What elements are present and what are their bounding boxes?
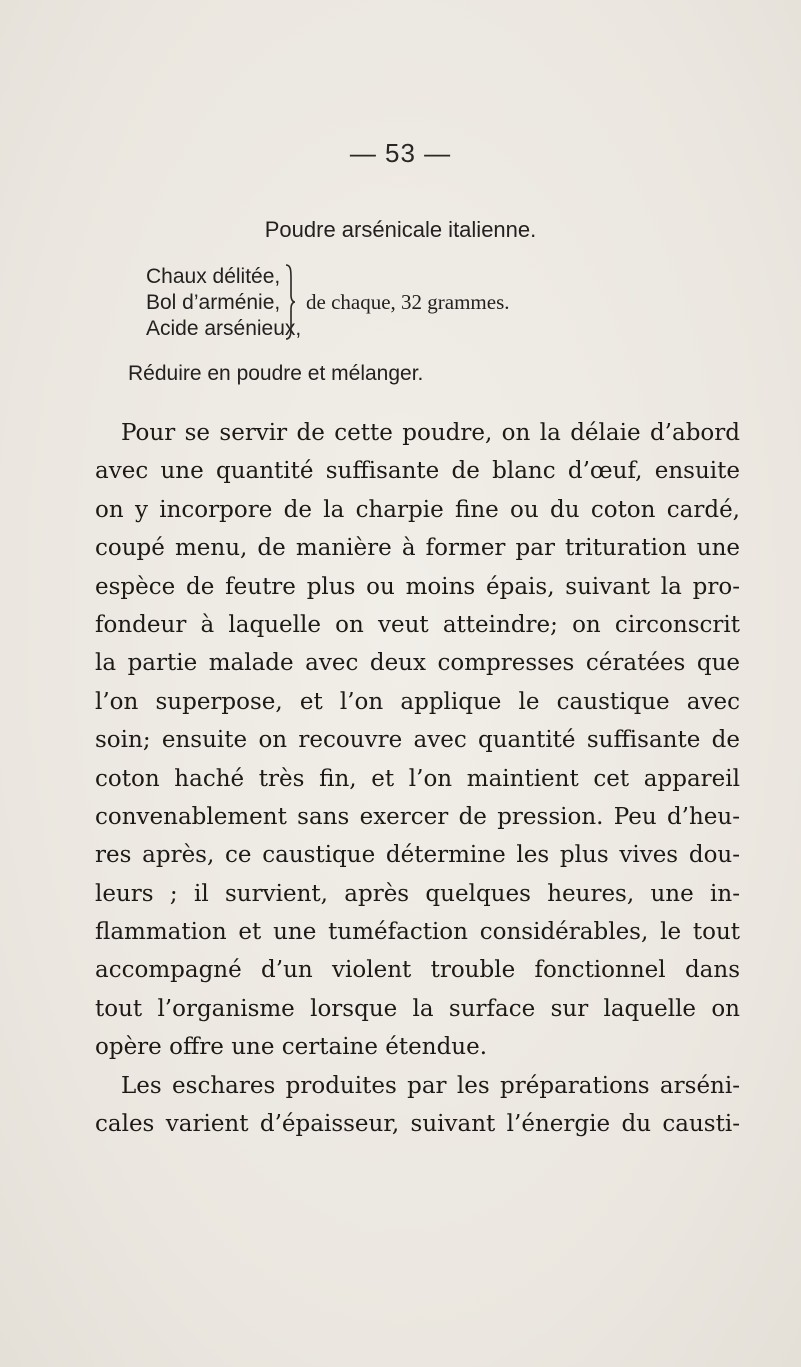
body-line: convenablement sans exercer de pression. Peu d’heu- bbox=[95, 803, 740, 830]
body-line: accompagné d’un violent trouble fonctionnel dans bbox=[95, 957, 740, 984]
body-line: cales varient d’épaisseur, suivant l’énergie du causti- bbox=[95, 1111, 740, 1138]
body-line: avec une quantité suffisante de blanc d’œuf, ensuite bbox=[95, 458, 740, 485]
body-line: Pour se servir de cette poudre, on la délaie d’abord bbox=[121, 420, 740, 446]
quantity-note: de chaque, 32 grammes. bbox=[306, 290, 510, 314]
ingredient-item: Bol d’arménie, bbox=[146, 291, 281, 314]
body-text bbox=[95, 414, 740, 1143]
ingredient-item: Chaux délitée, bbox=[146, 265, 281, 288]
body-line: res après, ce caustique détermine les plus vives dou- bbox=[95, 842, 740, 869]
page-number: — 53 — bbox=[349, 138, 452, 168]
recipe-instruction: Réduire en poudre et mélanger. bbox=[128, 362, 424, 385]
body-line: l’on superpose, et l’on applique le caustique avec bbox=[95, 688, 740, 715]
body-line: coupé menu, de manière à former par trituration une bbox=[95, 535, 740, 562]
body-line: coton haché très fin, et l’on maintient cet appareil bbox=[95, 765, 740, 792]
ingredient-item: Acide arsénieux, bbox=[146, 317, 302, 340]
body-line: flammation et une tuméfaction considérables, le tout bbox=[95, 919, 740, 946]
body-line: espèce de feutre plus ou moins épais, suivant la pro- bbox=[95, 573, 740, 600]
body-line: tout l’organisme lorsque la surface sur laquelle on bbox=[95, 995, 740, 1022]
body-line: on y incorpore de la charpie fine ou du coton cardé, bbox=[95, 496, 740, 523]
body-line: fondeur à laquelle on veut atteindre; on circonscrit bbox=[95, 611, 740, 638]
body-line: opère offre une certaine étendue. bbox=[95, 1034, 488, 1061]
curly-brace-icon bbox=[283, 261, 297, 343]
ingredient-list bbox=[146, 264, 301, 342]
body-line: leurs ; il survient, après quelques heures, une in- bbox=[95, 880, 740, 907]
recipe-title: Poudre arsénicale italienne. bbox=[264, 217, 537, 242]
body-line: Les eschares produites par les préparations arséni- bbox=[121, 1072, 740, 1099]
body-line: soin; ensuite on recouvre avec quantité suffisante de bbox=[95, 727, 740, 754]
body-line: la partie malade avec deux compresses cératées que bbox=[95, 650, 740, 677]
